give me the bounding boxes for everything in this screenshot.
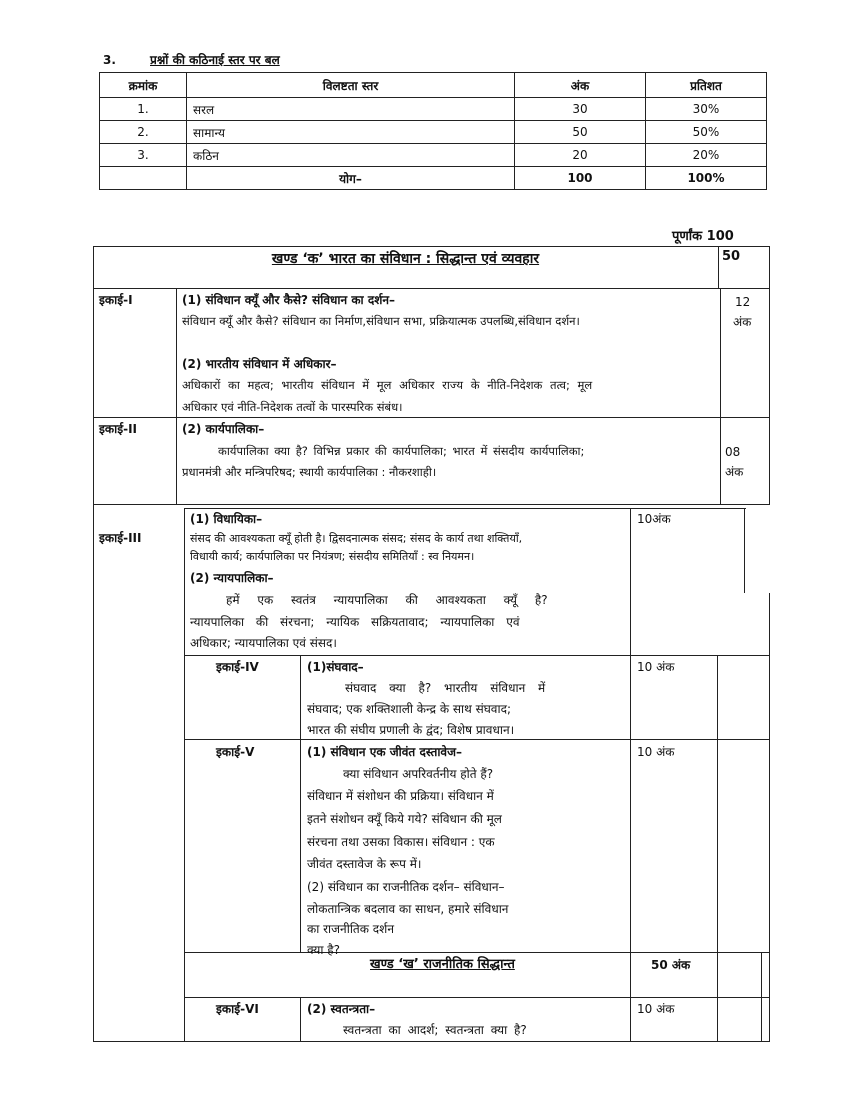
grid-line	[93, 504, 770, 505]
unit3-label: इकाई-III	[99, 531, 142, 545]
unit4-para-1a: संघवाद क्या है? भारतीय संविधान में	[345, 681, 546, 695]
unit1-heading-2: (2) भारतीय संविधान में अधिकार–	[182, 357, 337, 371]
difficulty-table	[99, 72, 767, 190]
unit4-para-1b: संघवाद; एक शक्तिशाली केन्द्र के साथ संघवाद;	[307, 702, 511, 716]
unit2-heading-1: (2) कार्यपालिका–	[182, 422, 265, 436]
section-kha-title: खण्ड ‘ख’ राजनीतिक सिद्धान्त	[370, 957, 515, 972]
unit1-marks: 12	[735, 295, 751, 309]
grid-line	[720, 288, 721, 505]
unit3-para-1b: विधायी कार्य; कार्यपालिका पर नियंत्रण; संसदीय समितियाँ : स्व नियमन।	[190, 550, 475, 563]
unit1-heading-1: (1) संविधान क्यूँ और कैसे? संविधान का दर्शन–	[182, 293, 396, 307]
full-marks: पूर्णांक 100	[672, 229, 734, 244]
row-sn: 2.	[100, 121, 187, 144]
section-number: 3.	[103, 53, 116, 67]
grid-line	[769, 593, 770, 1041]
unit4-para-1c: भारत की संघीय प्रणाली के द्वंद; विशेष प्रावधान।	[307, 723, 515, 737]
table-row	[100, 121, 767, 144]
row-level: सामान्य	[187, 121, 515, 144]
table-total-row	[100, 167, 767, 190]
unit5-marks: 10 अंक	[637, 745, 675, 759]
unit5-line-5: जीवंत दस्तावेज के रूप में।	[307, 857, 422, 871]
unit2-para-1b: प्रधानमंत्री और मन्त्रिपरिषद; स्थायी कार्यपालिका : नौकरशाही।	[182, 465, 437, 479]
unit5-label: इकाई-V	[216, 745, 255, 759]
unit3-heading-2: (2) न्यायपालिका–	[190, 571, 274, 585]
grid-line	[769, 246, 770, 505]
unit6-label: इकाई-VI	[216, 1002, 259, 1016]
row-level: कठिन	[187, 144, 515, 167]
unit4-marks: 10 अंक	[637, 660, 675, 674]
unit5-line-2: संविधान में संशोधन की प्रक्रिया। संविधान में	[307, 789, 494, 803]
unit3-para-2c: अधिकार; न्यायपालिका एवं संसद।	[190, 636, 337, 650]
unit1-para-1: संविधान क्यूँ और कैसे? संविधान का निर्माण,संविधान सभा, प्रक्रियात्मक उपलब्धि,संविधान दर्शन।	[182, 314, 580, 328]
grid-line	[300, 997, 301, 1041]
row-percent: 50%	[646, 121, 767, 144]
unit4-label: इकाई-IV	[216, 660, 259, 674]
section-ka-title: खण्ड ‘क’ भारत का संविधान : सिद्धान्त एवं व्यवहार	[271, 251, 540, 267]
grid-line	[184, 997, 769, 998]
row-percent: 20%	[646, 144, 767, 167]
grid-line	[176, 288, 177, 505]
grid-line	[630, 508, 631, 1041]
unit3-para-2b: न्यायपालिका की संरचना; न्यायिक सक्रियतावाद; न्यायपालिका एवं	[190, 615, 520, 629]
grid-line	[184, 508, 185, 1041]
grid-line	[718, 246, 719, 288]
unit6-marks: 10 अंक	[637, 1002, 675, 1016]
unit5-heading-2: (2) संविधान का राजनीतिक दर्शन– संविधान–	[307, 880, 505, 894]
unit2-marks-unit: अंक	[725, 465, 744, 479]
row-level: सरल	[187, 98, 515, 121]
col-header-level: विलष्टता स्तर	[187, 73, 515, 98]
total-label: योग–	[187, 167, 515, 190]
unit5-line-8: क्या है?	[307, 943, 341, 957]
grid-line	[93, 246, 94, 1041]
unit4-heading-1: (1)संघवाद–	[307, 660, 364, 674]
grid-line	[744, 508, 745, 593]
table-row	[100, 144, 767, 167]
unit5-line-4: संरचना तथा उसका विकास। संविधान : एक	[307, 835, 495, 849]
table-row	[100, 98, 767, 121]
unit1-label: इकाई-I	[99, 293, 133, 307]
grid-line	[300, 655, 301, 952]
grid-line	[717, 655, 718, 1041]
section-kha-marks: 50 अंक	[651, 958, 691, 972]
unit5-line-7: का राजनीतिक दर्शन	[307, 922, 394, 936]
col-header-marks: अंक	[515, 73, 646, 98]
col-header-sn: क्रमांक	[100, 73, 187, 98]
unit2-label: इकाई-II	[99, 422, 138, 436]
row-percent: 30%	[646, 98, 767, 121]
unit1-para-2b: अधिकार एवं नीति-निदेशक तत्वों के पारस्परिक संबंध।	[182, 400, 403, 414]
unit3-para-1a: संसद की आवश्यकता क्यूँ होती है। द्विसदनात्मक संसद; संसद के कार्य तथा शक्तियाँ,	[190, 532, 523, 545]
grid-line	[184, 952, 769, 953]
unit5-line-6: लोकतान्त्रिक बदलाव का साधन, हमारे संविधान	[307, 902, 509, 916]
total-percent: 100%	[646, 167, 767, 190]
unit3-heading-1: (1) विधायिका–	[190, 512, 263, 526]
section-title: प्रश्नों की कठिनाई स्तर पर बल	[150, 53, 280, 67]
unit6-heading-1: (2) स्वतन्त्रता–	[307, 1002, 376, 1016]
unit1-marks-unit: अंक	[733, 315, 752, 329]
unit1-para-2a: अधिकारों का महत्व; भारतीय संविधान में मूल अधिकार राज्य के नीति-निदेशक तत्व; मूल	[182, 378, 593, 392]
unit5-line-1: क्या संविधान अपरिवर्तनीय होते हैं?	[343, 767, 494, 781]
col-header-percent: प्रतिशत	[646, 73, 767, 98]
section-ka-marks: 50	[722, 249, 741, 264]
row-marks: 30	[515, 98, 646, 121]
row-marks: 20	[515, 144, 646, 167]
unit3-marks: 10अंक	[637, 512, 671, 526]
unit3-para-2a: हमें एक स्वतंत्र न्यायपालिका की आवश्यकता क्यूँ है?	[226, 593, 548, 607]
grid-line	[184, 655, 769, 656]
total-marks: 100	[515, 167, 646, 190]
row-marks: 50	[515, 121, 646, 144]
row-sn: 3.	[100, 144, 187, 167]
unit5-heading-1: (1) संविधान एक जीवंत दस्तावेज–	[307, 745, 463, 759]
unit5-line-3: इतने संशोधन क्यूँ किये गये? संविधान की मूल	[307, 812, 502, 826]
grid-line	[93, 1041, 770, 1042]
unit2-para-1a: कार्यपालिका क्या है? विभिन्न प्रकार की कार्यपालिका; भारत में संसदीय कार्यपालिका;	[218, 444, 585, 458]
unit6-para-1: स्वतन्त्रता का आदर्श; स्वतन्त्रता क्या है?	[343, 1023, 527, 1037]
table-header-row	[100, 73, 767, 98]
unit2-marks: 08	[725, 445, 741, 459]
row-sn: 1.	[100, 98, 187, 121]
